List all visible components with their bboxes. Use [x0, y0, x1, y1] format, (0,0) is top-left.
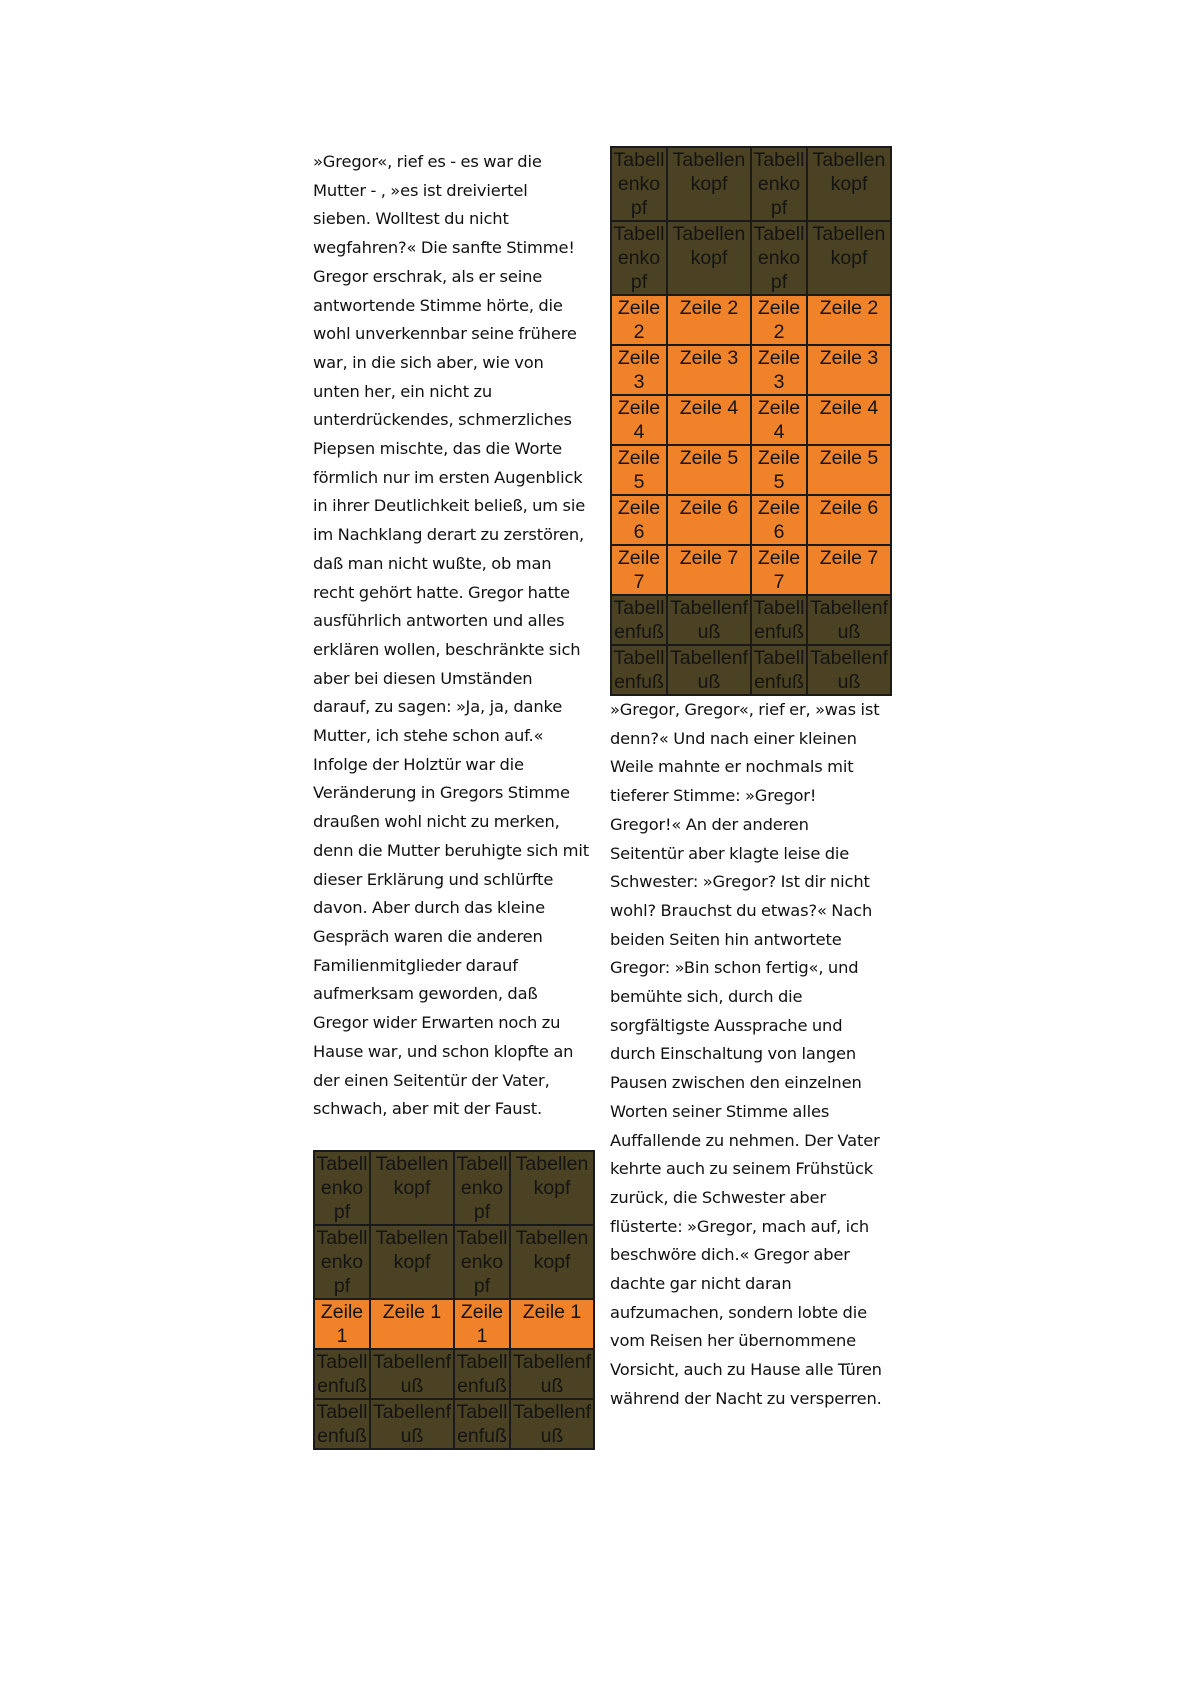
table-cell: Zeile 1	[454, 1299, 510, 1349]
table-cell: Zeile 3	[807, 345, 891, 395]
table-header-cell: Tabellenkopf	[667, 147, 751, 221]
table-footer-cell: Tabellenfuß	[510, 1399, 594, 1449]
right-column	[610, 146, 889, 1414]
table-cell: Zeile 6	[667, 495, 751, 545]
table-cell: Zeile 4	[611, 395, 667, 445]
left-column	[313, 148, 592, 1450]
table-header-cell: Tabellenkopf	[807, 147, 891, 221]
table-footer-cell: Tabellenfuß	[751, 595, 807, 645]
table-footer-row	[611, 595, 891, 645]
table-cell: Zeile 3	[667, 345, 751, 395]
table-cell: Zeile 2	[667, 295, 751, 345]
table-cell: Zeile 6	[611, 495, 667, 545]
table-header-cell: Tabellenkopf	[370, 1151, 454, 1225]
table-cell: Zeile 4	[751, 395, 807, 445]
table-cell: Zeile 7	[667, 545, 751, 595]
table-footer-cell: Tabellenfuß	[807, 645, 891, 695]
table-footer-cell: Tabellenfuß	[314, 1349, 370, 1399]
table-header-cell: Tabellenkopf	[454, 1225, 510, 1299]
table-footer-row	[611, 645, 891, 695]
table-header-cell: Tabellenkopf	[807, 221, 891, 295]
table-header-row	[611, 147, 891, 221]
table-row	[611, 445, 891, 495]
table-header-cell: Tabellenkopf	[510, 1225, 594, 1299]
table-footer-cell: Tabellenfuß	[454, 1399, 510, 1449]
table-footer-cell: Tabellenfuß	[314, 1399, 370, 1449]
table-cell: Zeile 4	[807, 395, 891, 445]
table-cell: Zeile 7	[611, 545, 667, 595]
table-cell: Zeile 2	[751, 295, 807, 345]
table-header-cell: Tabellenkopf	[667, 221, 751, 295]
table-header-row	[314, 1225, 594, 1299]
table-header-cell: Tabellenkopf	[510, 1151, 594, 1225]
table-row	[611, 395, 891, 445]
table-footer-cell: Tabellenfuß	[370, 1349, 454, 1399]
table-footer-cell: Tabellenfuß	[370, 1399, 454, 1449]
table-row	[611, 545, 891, 595]
right-paragraph: »Gregor, Gregor«, rief er, »was ist denn?« Und nach einer kleinen Weile mahnte er nochmals mit tieferer Stimme: »Gregor! Gregor!« An der anderen Seitentür aber klagte leise die Schwester: »Gregor? Ist dir nicht wohl? Brauchst du etwas?« Nach beiden Seiten hin antwortete Gregor: »Bin schon fertig«, und bemühte sich, durch die sorgfältigste Aussprache und durch Einschaltung von langen Pausen zwischen den einzelnen Worten seiner Stimme alles Auffallende zu nehmen. Der Vater kehrte auch zu seinem Frühstück zurück, die Schwester aber flüsterte: »Gregor, mach auf, ich beschwöre dich.« Gregor aber dachte gar nicht daran aufzumachen, sondern lobte die vom Reisen her übernommene Vorsicht, auch zu Hause alle Türen während der Nacht zu versperren.	[610, 700, 882, 1408]
table-header-row	[314, 1151, 594, 1225]
table-cell: Zeile 7	[807, 545, 891, 595]
table-header-cell: Tabellenkopf	[314, 1151, 370, 1225]
table-cell: Zeile 3	[751, 345, 807, 395]
left-table	[313, 1150, 595, 1450]
table-row	[611, 295, 891, 345]
table-cell: Zeile 6	[807, 495, 891, 545]
table-cell: Zeile 4	[667, 395, 751, 445]
left-paragraph: »Gregor«, rief es - es war die Mutter - , »es ist dreiviertel sieben. Wolltest du nicht wegfahren?« Die sanfte Stimme! Gregor erschrak, als er seine antwortende Stimme hörte, die wohl unverkennbar seine frühere war, in die sich aber, wie von unten her, ein nicht zu unterdrückendes, schmerzliches Piepsen mischte, das die Worte förmlich nur im ersten Augenblick in ihrer Deutlichkeit beließ, um sie im Nachklang derart zu zerstören, daß man nicht wußte, ob man recht gehört hatte. Gregor hatte ausführlich antworten und alles erklären wollen, beschränkte sich aber bei diesen Umständen darauf, zu sagen: »Ja, ja, danke Mutter, ich stehe schon auf.« Infolge der Holztür war die Veränderung in Gregors Stimme draußen wohl nicht zu merken, denn die Mutter beruhigte sich mit dieser Erklärung und schlürfte davon. Aber durch das kleine Gespräch waren die anderen Familienmitglieder darauf aufmerksam geworden, daß Gregor wider Erwarten noch zu Hause war, und schon klopfte an der einen Seitentür der Vater, schwach, aber mit der Faust.	[313, 152, 589, 1119]
table-cell: Zeile 5	[667, 445, 751, 495]
table-header-cell: Tabellenkopf	[314, 1225, 370, 1299]
table-footer-row	[314, 1399, 594, 1449]
table-footer-cell: Tabellenfuß	[611, 645, 667, 695]
table-footer-cell: Tabellenfuß	[611, 595, 667, 645]
table-cell: Zeile 1	[314, 1299, 370, 1349]
table-cell: Zeile 2	[807, 295, 891, 345]
table-row	[314, 1299, 594, 1349]
table-footer-row	[314, 1349, 594, 1399]
table-footer-cell: Tabellenfuß	[454, 1349, 510, 1399]
table-row	[611, 495, 891, 545]
table-header-cell: Tabellenkopf	[611, 221, 667, 295]
table-cell: Zeile 1	[510, 1299, 594, 1349]
table-header-cell: Tabellenkopf	[751, 147, 807, 221]
table-cell: Zeile 6	[751, 495, 807, 545]
table-footer-cell: Tabellenfuß	[510, 1349, 594, 1399]
table-cell: Zeile 5	[611, 445, 667, 495]
table-cell: Zeile 3	[611, 345, 667, 395]
table-row	[611, 345, 891, 395]
table-header-cell: Tabellenkopf	[454, 1151, 510, 1225]
table-footer-cell: Tabellenfuß	[667, 595, 751, 645]
table-header-cell: Tabellenkopf	[611, 147, 667, 221]
table-cell: Zeile 5	[751, 445, 807, 495]
table-footer-cell: Tabellenfuß	[751, 645, 807, 695]
table-cell: Zeile 2	[611, 295, 667, 345]
right-table	[610, 146, 892, 696]
table-cell: Zeile 5	[807, 445, 891, 495]
table-header-cell: Tabellenkopf	[751, 221, 807, 295]
table-cell: Zeile 1	[370, 1299, 454, 1349]
table-footer-cell: Tabellenfuß	[807, 595, 891, 645]
table-header-cell: Tabellenkopf	[370, 1225, 454, 1299]
table-footer-cell: Tabellenfuß	[667, 645, 751, 695]
table-header-row	[611, 221, 891, 295]
table-cell: Zeile 7	[751, 545, 807, 595]
